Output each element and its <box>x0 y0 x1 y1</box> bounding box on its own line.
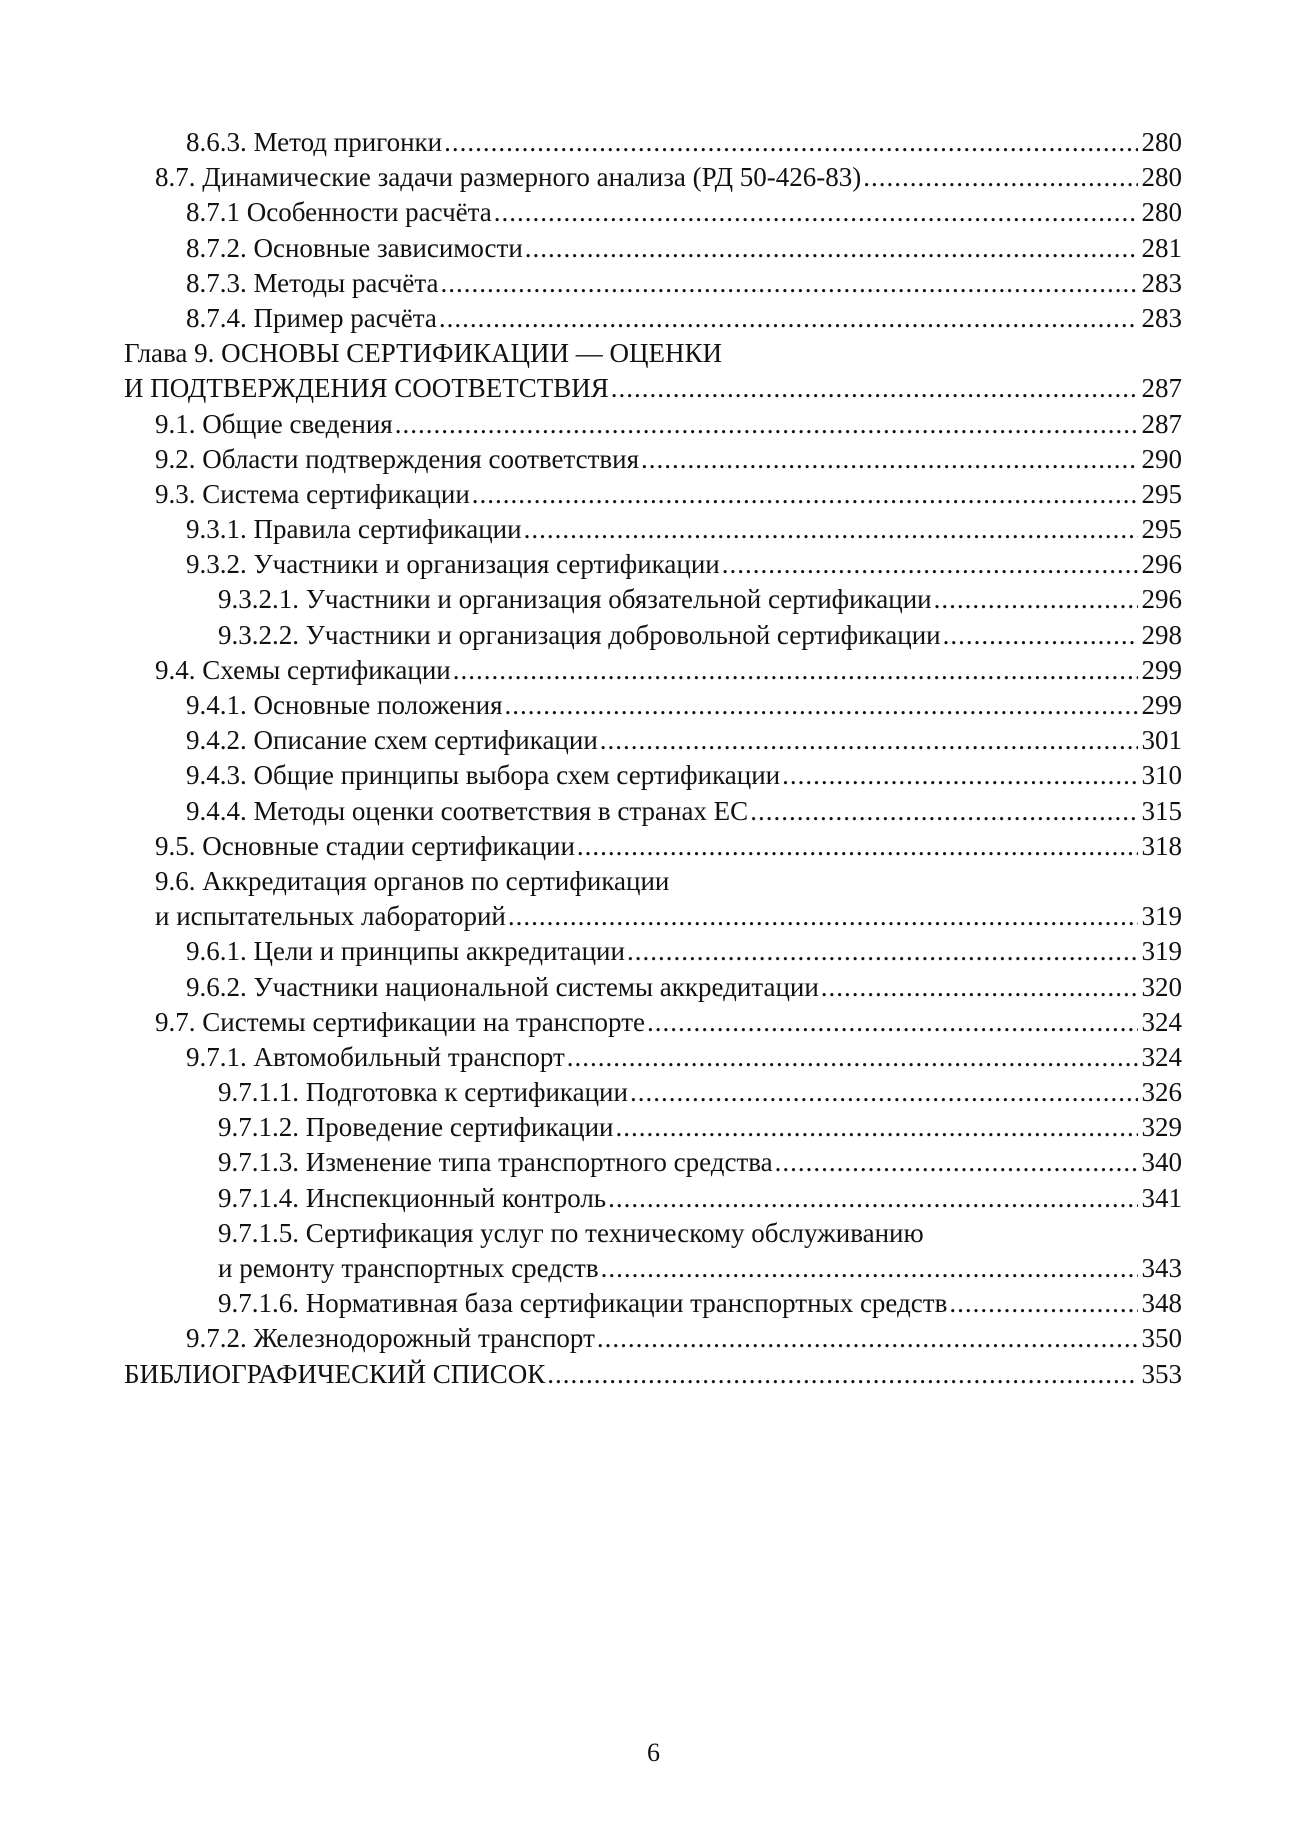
dot-leader <box>597 1321 1138 1356</box>
toc-entry-title: 9.4.1. Основные положения <box>186 690 503 720</box>
toc-entry-page: 281 <box>1141 232 1182 263</box>
toc-entry-title: БИБЛИОГРАФИЧЕСКИЙ СПИСОК <box>124 1358 546 1389</box>
toc-entry <box>124 477 1182 512</box>
toc-entry-page: 350 <box>1141 1323 1182 1354</box>
toc-entry-page: 310 <box>1141 760 1182 791</box>
toc-entry <box>124 547 1182 582</box>
dot-leader <box>600 723 1138 758</box>
toc-entry-title: 9.7. Системы сертификации на транспорте <box>155 1006 645 1037</box>
toc-entry-page: 324 <box>1141 1006 1182 1037</box>
toc-entry-page: 280 <box>1141 197 1182 228</box>
toc-entry-page: 329 <box>1141 1112 1182 1143</box>
toc-entry <box>124 723 1182 758</box>
toc-entry-page: 353 <box>1141 1358 1182 1389</box>
toc-entry <box>124 688 1182 723</box>
dot-leader <box>611 371 1138 406</box>
toc-entry-page: 318 <box>1141 830 1182 861</box>
toc-entry-title: 9.7.2. Железнодорожный транспорт <box>186 1323 595 1354</box>
dot-leader <box>934 582 1138 617</box>
toc-entry-page: 320 <box>1141 971 1182 1002</box>
dot-leader <box>722 547 1138 582</box>
dot-leader <box>444 125 1137 160</box>
toc-entry-title: 9.3.2.2. Участники и организация добровольной сертификации <box>218 619 941 650</box>
toc-entry-title: 9.2. Области подтверждения соответствия <box>155 443 640 474</box>
toc-entry-page: 319 <box>1141 936 1182 967</box>
toc-entry-title: и ремонту транспортных средств <box>218 1253 599 1283</box>
toc-entry-title: 9.6.1. Цели и принципы аккредитации <box>186 936 625 967</box>
toc-entry <box>124 125 1182 160</box>
toc-entry <box>124 336 1182 371</box>
toc-entry <box>124 231 1182 266</box>
dot-leader <box>627 934 1138 969</box>
toc-entry <box>124 1110 1182 1145</box>
dot-leader <box>641 442 1137 477</box>
toc-entry-page: 343 <box>1141 1253 1182 1283</box>
toc-entry <box>124 934 1182 969</box>
toc-entry <box>124 829 1182 864</box>
toc-entry-page: 295 <box>1141 478 1182 509</box>
toc-entry-page: 280 <box>1141 127 1182 157</box>
dot-leader <box>782 758 1137 793</box>
toc-entry <box>124 1251 1182 1286</box>
toc-entry <box>124 618 1182 653</box>
toc-entry-title: 8.7.2. Основные зависимости <box>186 232 523 263</box>
toc-entry-title: 9.7.1.6. Нормативная база сертификации транспортных средств <box>218 1288 948 1319</box>
toc-entry <box>124 899 1182 934</box>
toc-entry-page: 295 <box>1141 514 1182 545</box>
toc-entry <box>124 1286 1182 1321</box>
page-number: 6 <box>647 1738 660 1767</box>
toc-entry-page: 341 <box>1141 1182 1182 1213</box>
dot-leader <box>441 266 1138 301</box>
toc-entry-title: 9.4. Схемы сертификации <box>155 654 451 685</box>
dot-leader <box>943 618 1138 653</box>
toc-entry-page: 283 <box>1141 267 1182 298</box>
toc-entry-page: 348 <box>1141 1288 1182 1319</box>
toc-entry-page: 287 <box>1141 408 1182 439</box>
dot-leader <box>547 1357 1137 1392</box>
dot-leader <box>821 970 1138 1005</box>
toc-entry-page: 326 <box>1141 1077 1182 1108</box>
toc-entry <box>124 1005 1182 1040</box>
toc-entry-title: 9.4.2. Описание схем сертификации <box>186 725 598 756</box>
toc-entry-title: 9.3.1. Правила сертификации <box>186 514 522 545</box>
dot-leader <box>601 1251 1138 1286</box>
toc-entry-title: 9.7.1.3. Изменение типа транспортного средства <box>218 1147 773 1178</box>
dot-leader <box>863 160 1137 195</box>
toc-entry <box>124 653 1182 688</box>
toc-entry-title: 9.7.1.5. Сертификация услуг по техническому обслуживанию <box>218 1217 924 1248</box>
dot-leader <box>439 301 1138 336</box>
dot-leader <box>472 477 1138 512</box>
toc-entry-page: 299 <box>1141 654 1182 685</box>
toc-entry <box>124 1181 1182 1216</box>
toc-entry-title: 9.7.1.4. Инспекционный контроль <box>218 1182 607 1213</box>
toc-entry-title: И ПОДТВЕРЖДЕНИЯ СООТВЕТСТВИЯ <box>124 373 609 404</box>
toc-entry <box>124 794 1182 829</box>
dot-leader <box>949 1286 1137 1321</box>
table-of-contents <box>124 125 1182 1392</box>
toc-entry-title: 9.3. Система сертификации <box>155 478 470 509</box>
toc-entry-page: 340 <box>1141 1147 1182 1178</box>
dot-leader <box>567 1040 1138 1075</box>
toc-entry <box>124 1321 1182 1356</box>
dot-leader <box>505 688 1138 723</box>
toc-entry-page: 290 <box>1141 443 1182 474</box>
toc-entry <box>124 195 1182 230</box>
dot-leader <box>616 1110 1138 1145</box>
toc-entry <box>124 1040 1182 1075</box>
toc-entry-page: 324 <box>1141 1041 1182 1072</box>
toc-entry-title: 9.7.1.2. Проведение сертификации <box>218 1112 614 1143</box>
toc-entry-page: 315 <box>1141 795 1182 826</box>
dot-leader <box>647 1005 1138 1040</box>
toc-entry-page: 296 <box>1141 584 1182 615</box>
toc-entry-title: 9.3.2. Участники и организация сертификации <box>186 549 720 580</box>
toc-entry-page: 299 <box>1141 690 1182 720</box>
toc-entry <box>124 1075 1182 1110</box>
dot-leader <box>525 231 1138 266</box>
toc-entry <box>124 160 1182 195</box>
toc-entry-page: 298 <box>1141 619 1182 650</box>
dot-leader <box>453 653 1138 688</box>
toc-entry <box>124 371 1182 406</box>
toc-entry <box>124 758 1182 793</box>
dot-leader <box>524 512 1138 547</box>
toc-entry-title: 9.4.3. Общие принципы выбора схем сертификации <box>186 760 781 791</box>
toc-entry <box>124 301 1182 336</box>
toc-entry <box>124 582 1182 617</box>
toc-entry <box>124 1216 1182 1251</box>
toc-entry-page: 287 <box>1141 373 1182 404</box>
dot-leader <box>608 1181 1137 1216</box>
toc-entry-title: Глава 9. ОСНОВЫ СЕРТИФИКАЦИИ — ОЦЕНКИ <box>124 338 722 369</box>
toc-entry-title: 9.6.2. Участники национальной системы аккредитации <box>186 971 819 1002</box>
toc-entry <box>124 407 1182 442</box>
toc-entry <box>124 864 1182 899</box>
toc-entry <box>124 266 1182 301</box>
toc-entry-page: 296 <box>1141 549 1182 580</box>
toc-entry-page: 319 <box>1141 901 1182 932</box>
toc-entry-title: 8.7.1 Особенности расчёта <box>186 197 492 228</box>
dot-leader <box>775 1145 1138 1180</box>
toc-entry-title: 9.3.2.1. Участники и организация обязательной сертификации <box>218 584 932 615</box>
dot-leader <box>395 407 1138 442</box>
toc-entry-page: 280 <box>1141 162 1182 193</box>
toc-entry <box>124 1357 1182 1392</box>
toc-entry <box>124 512 1182 547</box>
toc-entry-page: 283 <box>1141 302 1182 333</box>
toc-entry-title: 9.6. Аккредитация органов по сертификации <box>155 865 670 896</box>
toc-entry <box>124 1145 1182 1180</box>
toc-entry-title: 8.7.4. Пример расчёта <box>186 302 437 333</box>
toc-entry-title: 8.6.3. Метод пригонки <box>186 127 443 157</box>
dot-leader <box>577 829 1138 864</box>
dot-leader <box>508 899 1138 934</box>
toc-entry-title: 9.7.1. Автомобильный транспорт <box>186 1041 565 1072</box>
toc-entry-title: 9.5. Основные стадии сертификации <box>155 830 575 861</box>
dot-leader <box>630 1075 1138 1110</box>
toc-entry <box>124 442 1182 477</box>
dot-leader <box>750 794 1137 829</box>
toc-entry <box>124 970 1182 1005</box>
toc-entry-title: и испытательных лабораторий <box>155 901 506 932</box>
toc-entry-page: 301 <box>1141 725 1182 756</box>
toc-entry-title: 8.7. Динамические задачи размерного анализа (РД 50-426-83) <box>155 162 862 193</box>
toc-entry-title: 9.1. Общие сведения <box>155 408 393 439</box>
toc-entry-title: 8.7.3. Методы расчёта <box>186 267 439 298</box>
dot-leader <box>494 195 1138 230</box>
toc-entry-title: 9.7.1.1. Подготовка к сертификации <box>218 1077 628 1108</box>
toc-entry-title: 9.4.4. Методы оценки соответствия в странах ЕС <box>186 795 749 826</box>
